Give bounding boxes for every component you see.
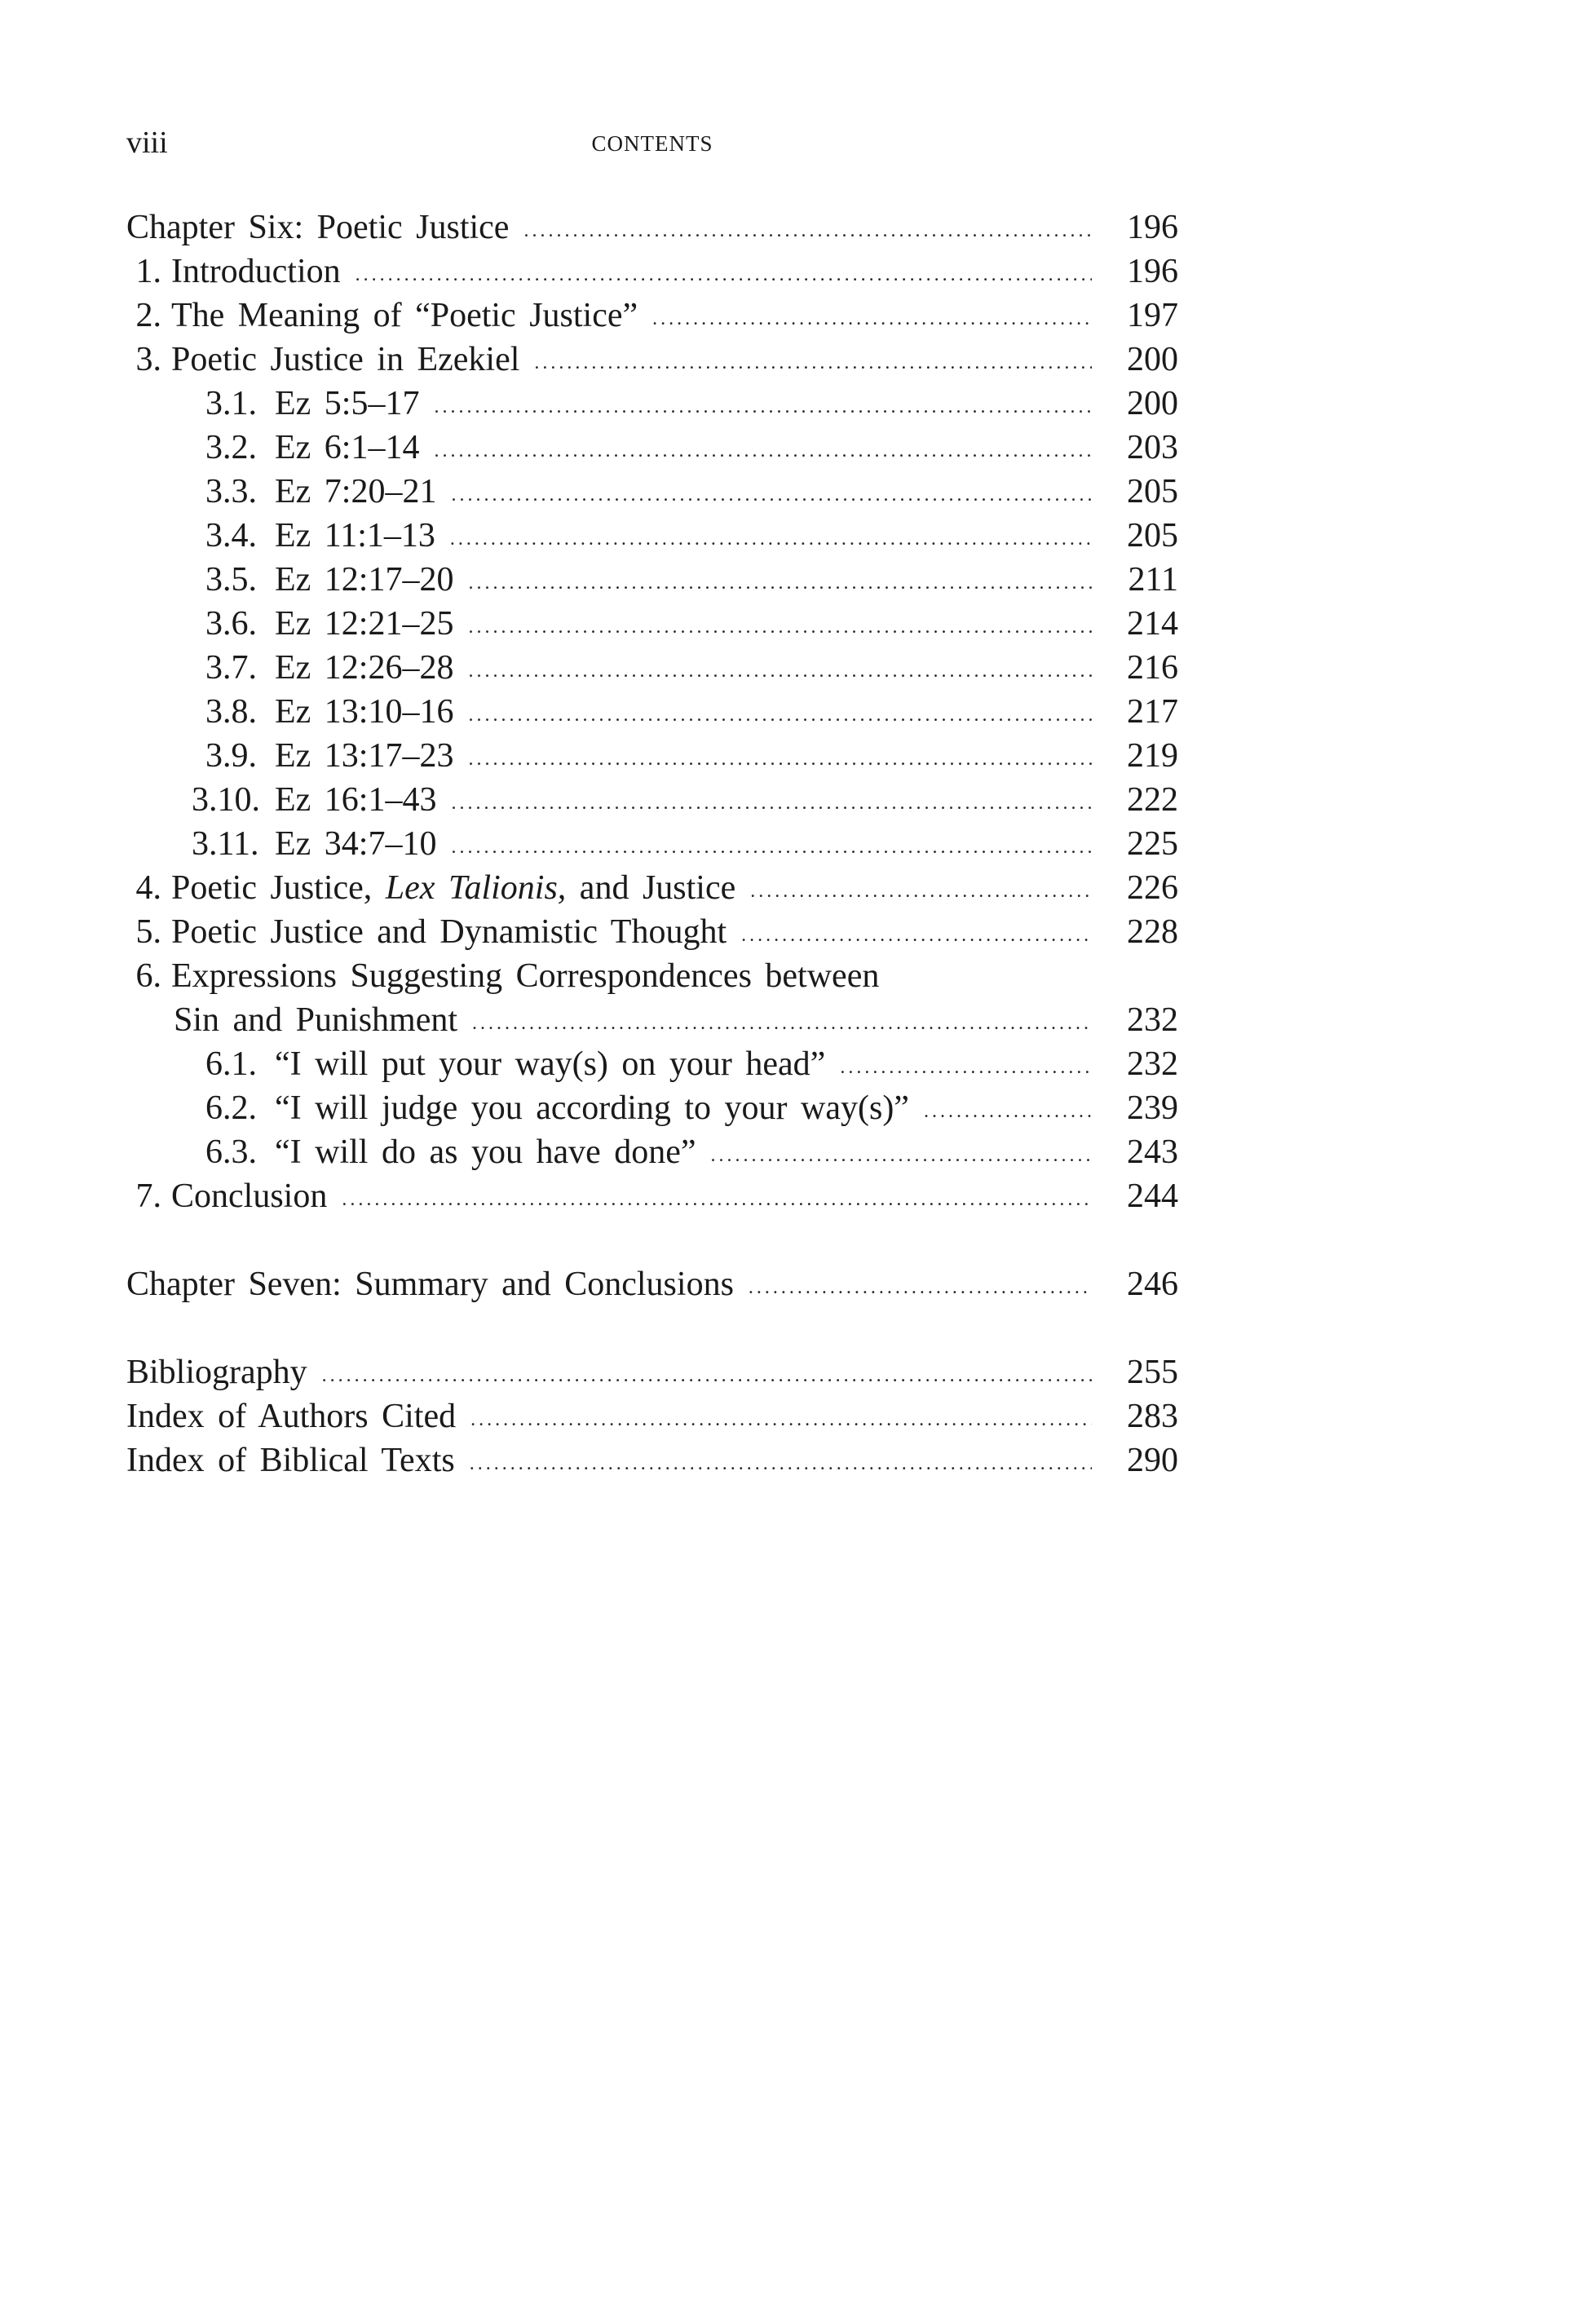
toc-entry-page: 255 [1127,1354,1178,1391]
toc-entry-page: 232 [1127,1045,1178,1083]
toc-entry-section-6-1[interactable] [126,1042,1178,1086]
dot-leader [749,1266,1092,1310]
dot-leader [468,693,1092,737]
dot-leader [450,517,1092,561]
dot-leader [322,1354,1092,1398]
toc-entry-section-3-9[interactable] [126,734,1178,778]
toc-entry-section-3-8[interactable] [126,690,1178,734]
toc-entry-section-3-7[interactable] [126,646,1178,690]
toc-entry-title: Index of Authors Cited [126,1398,457,1435]
toc-entry-title: Poetic Justice and Dynamistic Thought [171,913,727,951]
dot-leader [741,913,1092,957]
toc-entry-page: 214 [1127,605,1178,643]
toc-entry-title: “I will put your way(s) on your head” [275,1045,826,1083]
toc-entry-page: 219 [1127,737,1178,775]
toc-entry-number: 3.1. [205,385,257,422]
toc-entry-section-3-2[interactable] [126,426,1178,470]
dot-leader [470,1442,1092,1486]
toc-entry-page: 200 [1127,341,1178,378]
toc-entry-title: “I will judge you according to your way(s)” [275,1089,909,1127]
toc-entry-title: Ez 34:7–10 [275,825,437,863]
toc-entry-title: Ez 11:1–13 [275,517,435,554]
title-part: Poetic Justice, [171,869,386,907]
toc-entry-number: 5. [135,913,161,951]
toc-entry-page: 243 [1127,1133,1178,1171]
table-of-contents [126,205,1178,1482]
toc-entry-section-4[interactable] [126,866,1178,910]
toc-entry-page: 205 [1127,473,1178,510]
dot-leader [652,297,1092,341]
toc-entry-title [171,866,735,910]
toc-entry-title: Ez 12:26–28 [275,649,454,687]
running-head-title: CONTENTS [591,131,713,156]
dot-leader [451,825,1092,869]
toc-entry-section-3-1[interactable] [126,382,1178,426]
toc-entry-page: 216 [1127,649,1178,687]
toc-entry-title: Index of Biblical Texts [126,1442,455,1479]
toc-entry-section-6[interactable] [126,998,1178,1042]
toc-entry-number: 2. [135,297,161,334]
toc-entry-number: 3.7. [205,649,257,687]
toc-entry-number: 3.10. [192,781,260,819]
dot-leader [468,737,1092,781]
toc-entry-page: 211 [1128,561,1178,599]
toc-entry-number: 6.1. [205,1045,257,1083]
toc-entry-number: 3. [135,341,161,378]
page-folio: viii [126,126,168,160]
running-head [126,122,1178,171]
toc-entry-title: The Meaning of “Poetic Justice” [171,297,638,334]
toc-entry-section-7[interactable] [126,1174,1178,1218]
toc-entry-title: Ez 13:17–23 [275,737,454,775]
toc-entry-number: 1. [135,253,161,290]
toc-entry-page: 226 [1127,869,1178,907]
dot-leader [523,209,1092,253]
toc-entry-section-2[interactable] [126,294,1178,338]
toc-entry-page: 196 [1127,209,1178,246]
dot-leader [356,253,1092,297]
toc-entry-title: Ez 6:1–14 [275,429,420,466]
toc-entry-number: 6.2. [205,1089,257,1127]
toc-entry-title: Ez 7:20–21 [275,473,437,510]
toc-entry-title: Ez 12:21–25 [275,605,454,643]
toc-entry-title: Conclusion [171,1177,328,1215]
toc-entry-chapter-seven[interactable] [126,1262,1178,1306]
dot-leader [434,385,1092,429]
dot-leader [468,561,1092,605]
toc-entry-title: Ez 16:1–43 [275,781,437,819]
toc-entry-index-texts[interactable] [126,1438,1178,1482]
toc-entry-section-5[interactable] [126,910,1178,954]
toc-entry-page: 196 [1127,253,1178,290]
toc-entry-number: 3.8. [205,693,257,731]
dot-leader [451,473,1092,517]
toc-entry-title: Chapter Six: Poetic Justice [126,209,510,246]
toc-entry-index-authors[interactable] [126,1394,1178,1438]
dot-leader [750,869,1092,913]
dot-leader [434,429,1092,473]
toc-entry-number: 3.3. [205,473,257,510]
dot-leader [840,1045,1092,1089]
toc-entry-page: 232 [1127,1001,1178,1039]
toc-entry-section-6-3[interactable] [126,1130,1178,1174]
toc-entry-page: 203 [1127,429,1178,466]
title-italic-part: Lex Talionis, [385,869,567,907]
toc-entry-title: Introduction [171,253,341,290]
toc-entry-page: 222 [1127,781,1178,819]
toc-entry-section-3-11[interactable] [126,822,1178,866]
toc-entry-page: 197 [1127,297,1178,334]
toc-entry-section-3-6[interactable] [126,602,1178,646]
toc-entry-chapter-six[interactable] [126,205,1178,250]
toc-entry-number: 3.9. [205,737,257,775]
toc-entry-section-3[interactable] [126,338,1178,382]
toc-entry-number: 7. [135,1177,161,1215]
toc-entry-title: Ez 13:10–16 [275,693,454,731]
dot-leader [342,1177,1092,1222]
toc-entry-title: Ez 12:17–20 [275,561,454,599]
toc-entry-number: 3.2. [205,429,257,466]
toc-entry-section-6-line1[interactable] [126,954,1178,998]
dot-leader [472,1001,1092,1045]
dot-leader [468,605,1092,649]
toc-entry-number: 3.5. [205,561,257,599]
toc-entry-title: Chapter Seven: Summary and Conclusions [126,1266,734,1303]
toc-entry-title: Bibliography [126,1354,307,1391]
toc-entry-page: 290 [1127,1442,1178,1479]
toc-entry-title: Ez 5:5–17 [275,385,420,422]
toc-entry-title: Sin and Punishment [174,1001,458,1039]
toc-entry-page: 228 [1127,913,1178,951]
toc-entry-page: 239 [1127,1089,1178,1127]
toc-entry-page: 205 [1127,517,1178,554]
toc-entry-page: 283 [1127,1398,1178,1435]
toc-entry-number: 6. [135,957,161,995]
toc-entry-section-3-5[interactable] [126,558,1178,602]
toc-entry-page: 246 [1127,1266,1178,1303]
toc-entry-section-3-3[interactable] [126,470,1178,514]
dot-leader [451,781,1092,825]
toc-entry-number: 3.4. [205,517,257,554]
toc-entry-page: 217 [1127,693,1178,731]
toc-entry-title-line1: Expressions Suggesting Correspondences between [171,957,880,995]
dot-leader [470,1398,1092,1442]
toc-entry-number: 3.11. [192,825,259,863]
dot-leader [924,1089,1092,1133]
toc-entry-bibliography[interactable] [126,1350,1178,1394]
toc-entry-page: 244 [1127,1177,1178,1215]
dot-leader [468,649,1092,693]
toc-entry-page: 225 [1127,825,1178,863]
toc-entry-section-3-4[interactable] [126,514,1178,558]
toc-entry-number: 3.6. [205,605,257,643]
toc-entry-section-3-10[interactable] [126,778,1178,822]
dot-leader [534,341,1092,385]
toc-entry-title: “I will do as you have done” [275,1133,696,1171]
toc-entry-number: 4. [135,869,161,907]
dot-leader [711,1133,1092,1177]
toc-entry-number: 6.3. [205,1133,257,1171]
toc-entry-page: 200 [1127,385,1178,422]
toc-entry-title: Poetic Justice in Ezekiel [171,341,520,378]
toc-entry-section-1[interactable] [126,250,1178,294]
title-part: and Justice [566,869,736,907]
toc-entry-section-6-2[interactable] [126,1086,1178,1130]
